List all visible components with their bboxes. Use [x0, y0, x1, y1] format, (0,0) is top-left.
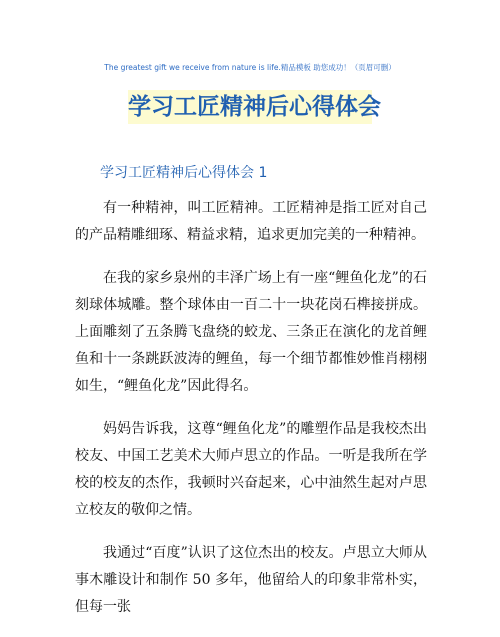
body-paragraph: 在我的家乡泉州的丰泽广场上有一座“鲤鱼化龙”的石刻球体城雕。整个球体由一百二十一块花岗石榫接拼成。上面雕刻了五条腾飞盘绕的蛟龙、三条正在演化的龙首鲤鱼和十一条跳跃波涛的鲤鱼，每一个细节都惟妙惟肖栩栩如生，“鲤鱼化龙”因此得名。: [75, 270, 427, 394]
body-paragraph: 妈妈告诉我，这尊“鲤鱼化龙”的雕塑作品是我校杰出校友、中国工艺美术大师卢思立的作品。一听是我所在学校的校友的杰作，我顿时兴奋起来，心中油然生起对卢思立校友的敬仰之情。: [75, 421, 427, 518]
document-body: [75, 195, 427, 637]
body-paragraph: 我通过“百度”认识了这位杰出的校友。卢思立大师从事木雕设计和制作 50 多年，他留给人的印象非常朴实，但每一张: [75, 545, 427, 615]
body-paragraph: 有一种精神，叫工匠精神。工匠精神是指工匠对自己的产品精雕细琢、精益求精，追求更加完美的一种精神。: [75, 200, 427, 243]
section-heading: 学习工匠精神后心得体会 1: [100, 165, 268, 181]
document-title: 学习工匠精神后心得体会: [128, 90, 372, 124]
page-header-tagline: The greatest gift we receive from nature is life.精品模板 助您成功！（页眉可删）: [104, 63, 396, 72]
